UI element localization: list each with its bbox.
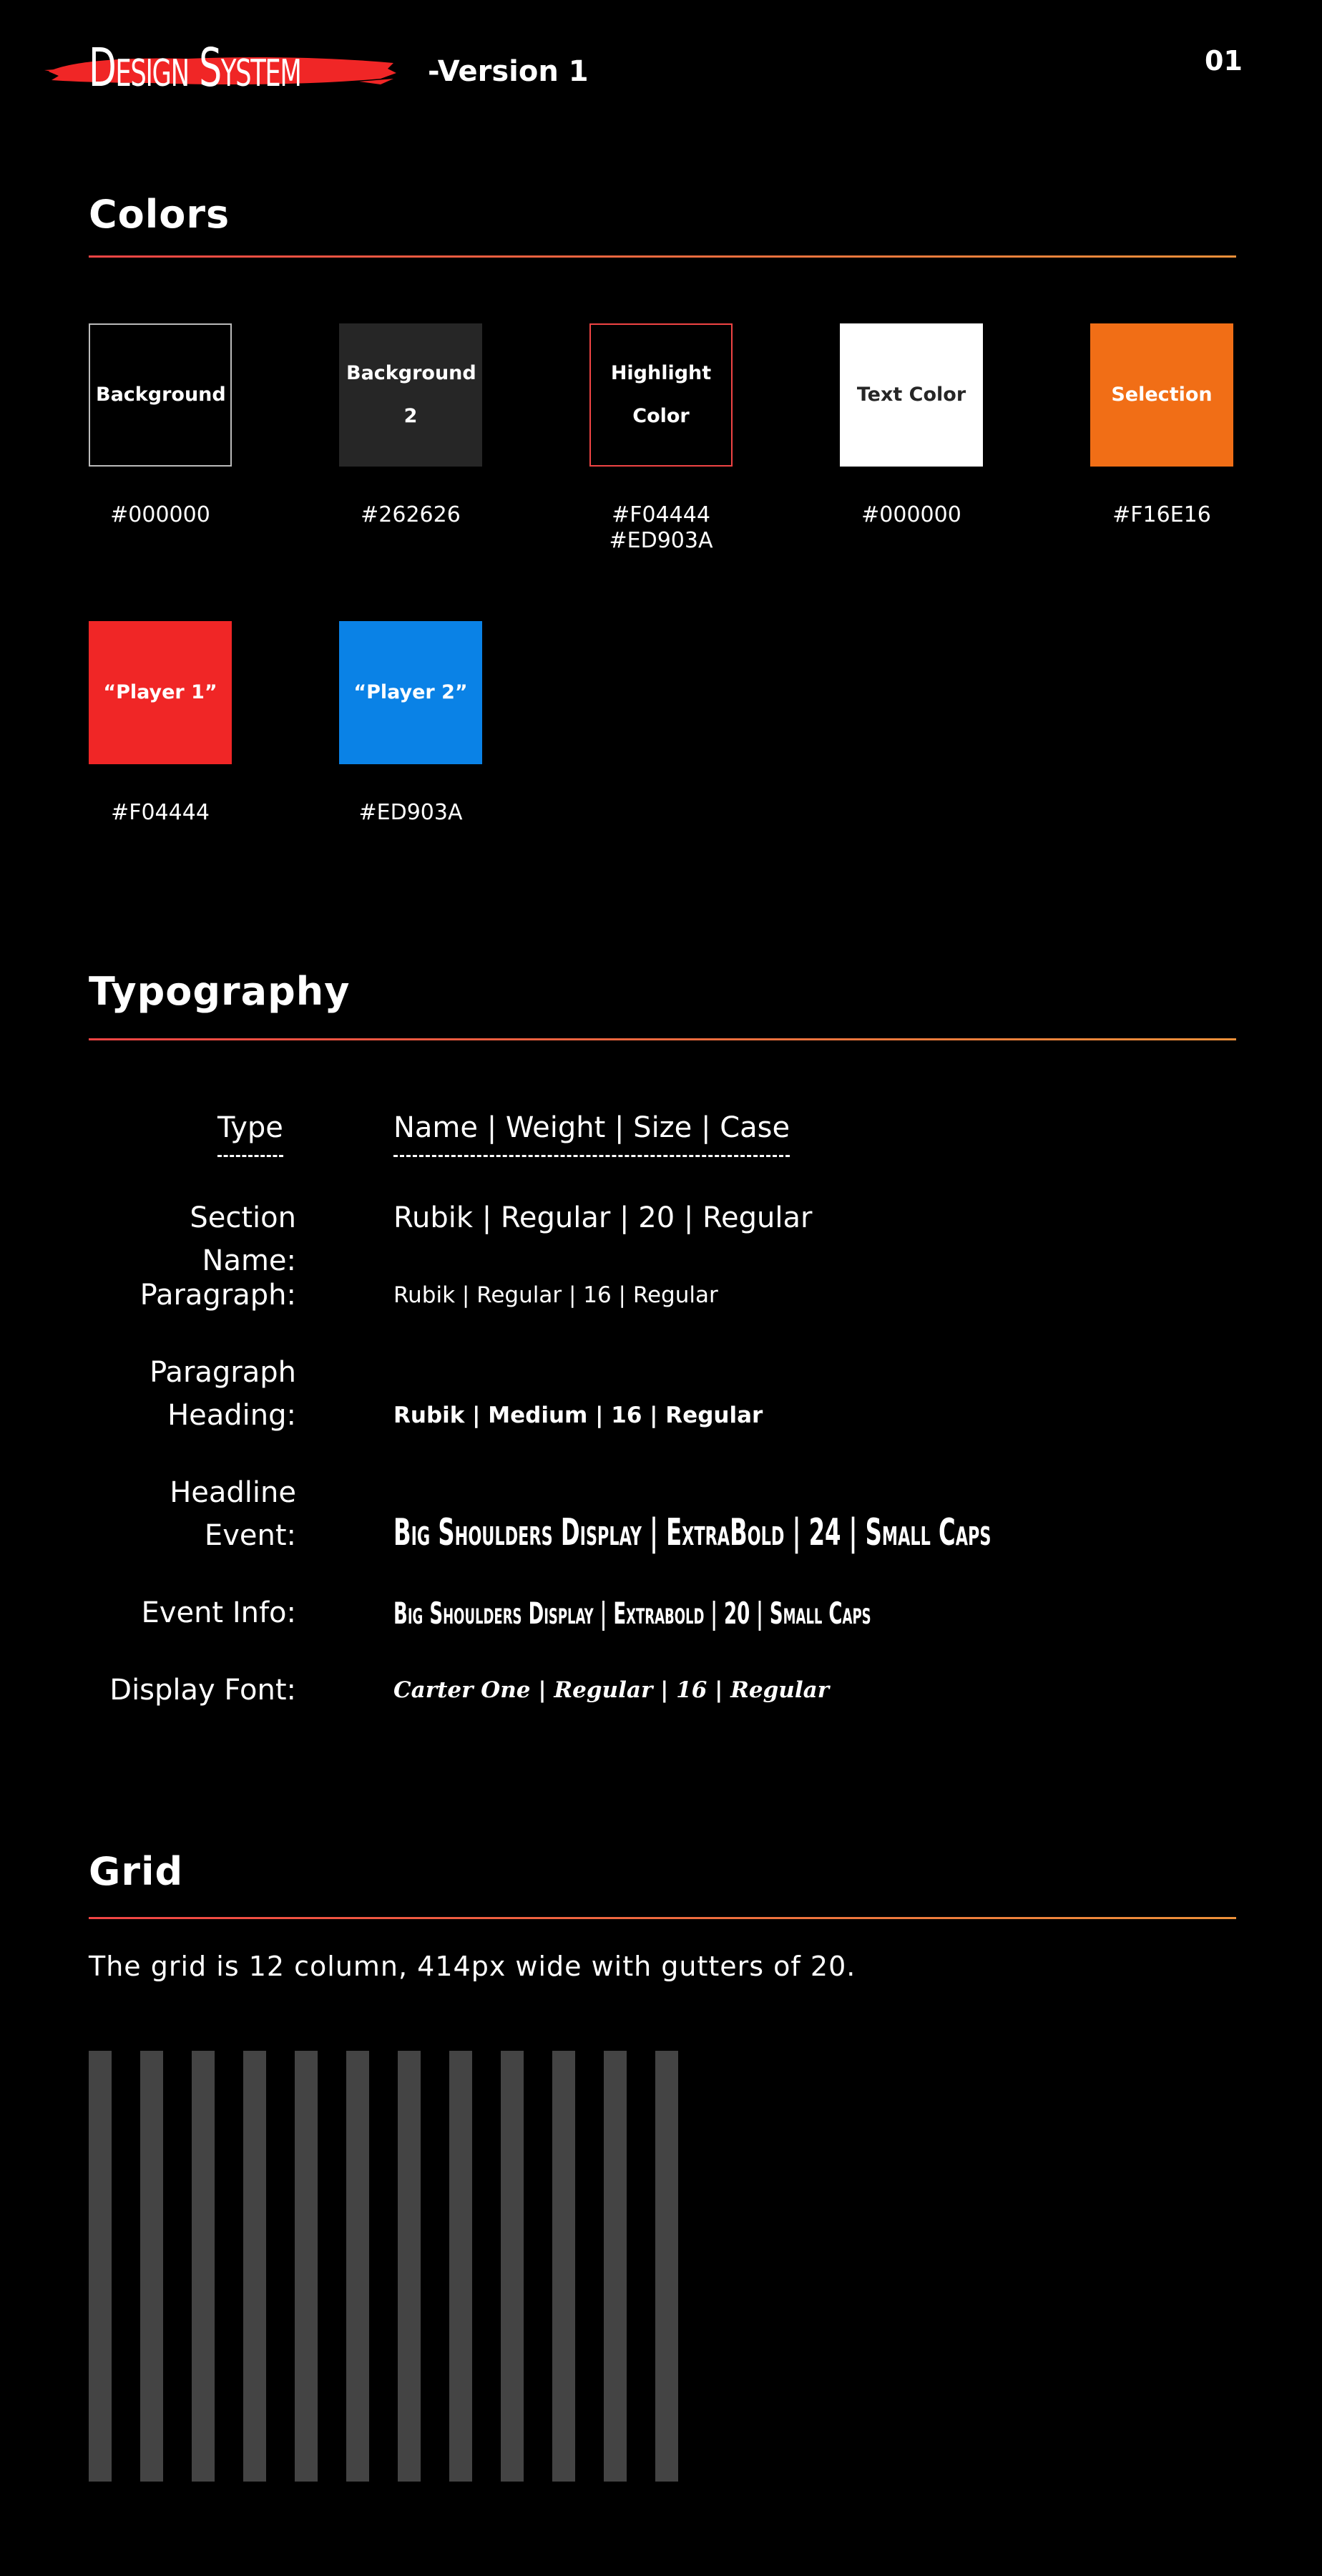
type-label-headline-event: Headline Event: [170,1476,296,1552]
grid-column [346,2051,369,2482]
type-value-section-name: Rubik | Regular | 20 | Regular [393,1201,813,1234]
type-label-paragraph-heading: Paragraph Heading: [150,1356,296,1432]
page-title: Design System [89,37,301,99]
color-hex-value [804,502,1019,528]
grid-column [192,2051,215,2482]
grid-description: The grid is 12 column, 414px wide with gutters of 20. [89,1951,856,1982]
grid-column [140,2051,163,2482]
color-swatch-label: Background 2 [346,362,476,427]
colors-divider [89,255,1236,258]
color-swatch-label: “Player 2” [353,681,468,703]
type-column-header: Type [217,1106,283,1157]
page-number: 01 [1205,45,1243,77]
grid-column [449,2051,472,2482]
color-swatch-label: Selection [1111,384,1213,406]
color-swatch [339,323,482,467]
colors-heading: Colors [89,192,230,237]
type-value-display-font: Carter One | Regular | 16 | Regular [393,1677,830,1703]
color-hex-line: #ED903A [358,800,463,825]
color-hex-line: #000000 [861,502,961,527]
color-hex-value [303,800,518,826]
color-swatch-label: Text Color [856,384,966,406]
type-label-paragraph: Paragraph: [139,1279,296,1312]
color-swatch-label: “Player 1” [103,681,217,703]
color-swatch [1090,323,1233,467]
color-hex-line: #262626 [361,502,461,527]
grid-column [552,2051,575,2482]
grid-column [501,2051,524,2482]
grid-divider [89,1917,1236,1919]
color-swatch [589,323,733,467]
grid-column [243,2051,266,2482]
color-swatch-label: Highlight Color [610,362,712,427]
color-hex-line: #F04444 [111,800,210,825]
color-swatch-label: Background [96,384,226,406]
color-swatch [840,323,983,467]
grid-column [655,2051,678,2482]
type-value-paragraph: Rubik | Regular | 16 | Regular [393,1282,718,1308]
color-hex-value [1054,502,1269,528]
type-value-headline-event: Big Shoulders Display | ExtraBold | 24 | Small Caps [393,1511,991,1554]
color-swatch [339,621,482,764]
grid-column [295,2051,318,2482]
color-hex-value [303,502,518,528]
color-hex-line: #000000 [110,502,210,527]
version-label: -Version 1 [428,55,589,88]
spec-column-header: Name | Weight | Size | Case [393,1106,790,1157]
color-swatch [89,323,232,467]
type-value-event-info: Big Shoulders Display | Extrabold | 20 | Small Caps [393,1596,871,1631]
color-hex-line: #ED903A [609,528,713,553]
color-hex-line: #F16E16 [1112,502,1211,527]
color-hex-line: #F04444 [612,502,710,527]
type-label-display-font: Display Font: [109,1674,296,1707]
color-hex-value [53,800,268,826]
color-hex-value [53,502,268,528]
color-hex-value [554,502,768,554]
grid-heading: Grid [89,1849,184,1894]
typography-heading: Typography [89,969,351,1014]
grid-columns-illustration [89,2051,678,2482]
color-swatch [89,621,232,764]
type-label-section-name: Section Name: [190,1201,296,1277]
grid-column [604,2051,627,2482]
type-label-event-info: Event Info: [141,1596,296,1629]
grid-column [89,2051,112,2482]
grid-column [398,2051,421,2482]
typography-divider [89,1038,1236,1040]
type-value-paragraph-heading: Rubik | Medium | 16 | Regular [393,1402,763,1428]
